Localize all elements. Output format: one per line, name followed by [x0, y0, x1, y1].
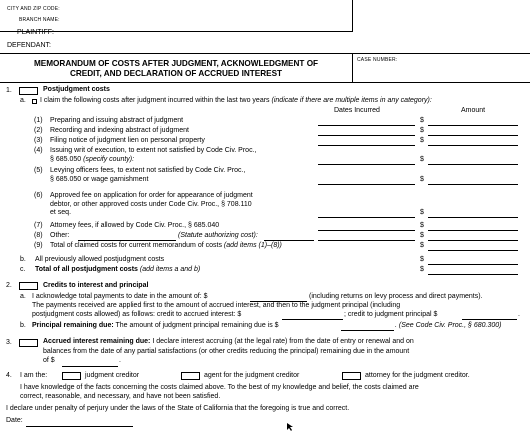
section1a-checkbox[interactable] [32, 99, 37, 104]
attorney-checkbox[interactable] [342, 372, 361, 380]
form-title [0, 59, 352, 79]
cost-item-text: § 685.050 or wage garnishment [50, 175, 149, 183]
form-title-line2: CREDIT, AND DECLARATION OF ACCRUED INTEREST [69, 69, 283, 78]
cost-item-number: (5) [34, 167, 43, 174]
amount-field[interactable] [428, 230, 518, 231]
cost-item-number: (6) [34, 192, 43, 199]
dollar-sign: $ [420, 209, 424, 216]
section4-line3: correct, reasonable, and necessary, and have not been satisfied. [20, 393, 221, 400]
section1c-text: Total of all postjudgment costs (add items a and b) [35, 266, 201, 273]
agent-label: agent for the judgment creditor [204, 372, 300, 379]
date-incurred-field[interactable] [318, 184, 415, 185]
amount-field[interactable] [428, 184, 518, 185]
section3-line2: balances from the date of any partial satisfactions (or other credits reducing the principal) remaining due in the amount [43, 348, 410, 355]
section2a-line2: The payments received are applied first to the amount of accrued interest, and then to the judgment principal (including [32, 302, 401, 309]
section2a-line1: I acknowledge total payments to date in the amount of: $ [32, 293, 208, 300]
dollar-sign: $ [420, 117, 424, 124]
section1-checkbox[interactable] [19, 87, 38, 95]
perjury-declaration: I declare under penalty of perjury under the laws of the State of California that the foregoing is true and correct. [6, 405, 350, 412]
section2-title: Credits to interest and principal [43, 282, 149, 289]
cost-item-number: (9) [34, 242, 43, 249]
date-incurred-field[interactable] [318, 145, 415, 146]
header-divider [0, 53, 530, 54]
cost-item-text: Total of claimed costs for current memorandum of costs (add items (1)–(8)) [50, 242, 282, 249]
section1c-dollar: $ [420, 266, 424, 273]
section3-checkbox[interactable] [19, 339, 38, 347]
cost-item-text: Recording and indexing abstract of judgment [50, 127, 189, 134]
cost-item-text: Preparing and issuing abstract of judgment [50, 117, 184, 124]
date-incurred-field[interactable] [318, 164, 415, 165]
section1c-amount-field[interactable] [428, 274, 518, 275]
section1-number: 1. [6, 87, 12, 94]
judgment-creditor-label: judgment creditor [85, 372, 140, 379]
cost-item-text: debtor, or other approved costs under Code Civ. Proc., § 708.110 [50, 200, 252, 208]
other-cost-field[interactable] [78, 240, 176, 241]
section2b-text: Principal remaining due: The amount of judgment principal remaining due is $ [32, 322, 279, 329]
branch-name-label: BRANCH NAME: [19, 17, 60, 23]
dollar-sign: $ [420, 127, 424, 134]
credit-principal-field[interactable] [462, 319, 517, 320]
cost-item-text: et seq. [50, 209, 72, 216]
section4-number: 4. [6, 372, 12, 379]
attorney-label: attorney for the judgment creditor. [365, 372, 470, 379]
cost-item-number: (3) [34, 137, 43, 144]
amount-field[interactable] [428, 145, 518, 146]
date-incurred-field[interactable] [318, 240, 415, 241]
section1b-amount-field[interactable] [428, 264, 518, 265]
cost-item-number: (1) [34, 117, 43, 124]
section1-title: Postjudgment costs [43, 86, 110, 93]
cost-item-text: Other: [50, 232, 70, 239]
cost-item-text: Attorney fees, if allowed by Code Civ. Proc., § 685.040 [50, 222, 220, 229]
plaintiff-label: PLAINTIFF: [17, 29, 54, 36]
section2b-citation: . (See Code Civ. Proc., § 680.300) [395, 322, 502, 329]
credit-interest-field[interactable] [282, 319, 343, 320]
date-incurred-field[interactable] [318, 217, 415, 218]
date-label: Date: [6, 417, 23, 424]
section2a-line3: postjudgment costs allowed) as follows: credit to accrued interest: $ [32, 311, 242, 318]
dollar-sign: $ [420, 155, 424, 163]
dollar-sign: $ [420, 232, 424, 239]
amount-field[interactable] [428, 217, 518, 218]
dates-incurred-header: Dates Incurred [334, 107, 380, 114]
city-zip-label: CITY AND ZIP CODE: [7, 6, 60, 12]
section3-line3: of $ [43, 357, 55, 364]
section1a-label: a. [20, 97, 26, 104]
date-field[interactable] [26, 426, 133, 427]
section1b-text: All previously allowed postjudgment costs [35, 256, 165, 263]
agent-checkbox[interactable] [181, 372, 200, 380]
section3-line3-end: . [119, 357, 121, 364]
cost-item-number: (7) [34, 222, 43, 229]
case-number-label: CASE NUMBER: [357, 57, 398, 63]
statute-label: (Statute authorizing cost): [178, 232, 258, 239]
section1a-text: I claim the following costs after judgment incurred within the last two years (indicate if there are multiple items in any category): [40, 97, 432, 104]
section2-number: 2. [6, 282, 12, 289]
section1b-dollar: $ [420, 256, 424, 263]
accrued-interest-field[interactable] [62, 366, 118, 367]
section2a-label: a. [20, 293, 26, 300]
title-bottom-rule [0, 82, 530, 83]
amount-field[interactable] [428, 135, 518, 136]
statute-field[interactable] [264, 240, 314, 241]
dollar-sign: $ [420, 222, 424, 229]
cost-item-text: Levying officers fees, to extent not satisfied by Code Civ. Proc., [50, 167, 246, 174]
amount-header: Amount [461, 107, 486, 114]
section3-line1: Accrued interest remaining due: I declare interest accruing (at the legal rate) from the date of entry or renewal and on [43, 338, 414, 345]
principal-remaining-field[interactable] [341, 330, 394, 331]
date-incurred-field[interactable] [318, 125, 415, 126]
section2a-line3-end: . [518, 311, 520, 318]
section2b-label: b. [20, 322, 26, 329]
section1c-label: c. [20, 266, 26, 273]
dollar-sign: $ [420, 175, 424, 183]
dollar-sign: $ [420, 137, 424, 144]
judgment-creditor-checkbox[interactable] [62, 372, 81, 380]
date-incurred-field[interactable] [318, 230, 415, 231]
amount-field[interactable] [428, 164, 518, 165]
section3-number: 3. [6, 339, 12, 346]
amount-field[interactable] [428, 125, 518, 126]
amount-field[interactable] [428, 240, 518, 241]
cost-item-number: (4) [34, 147, 43, 154]
form-title-line1: MEMORANDUM OF COSTS AFTER JUDGMENT, ACKNOWLEDGMENT OF [33, 59, 319, 68]
section1b-label: b. [20, 256, 26, 263]
cost-item-text: Approved fee on application for order for appearance of judgment [50, 192, 253, 199]
dollar-sign: $ [420, 242, 424, 249]
case-number-divider [352, 53, 353, 82]
section2-checkbox[interactable] [19, 282, 38, 290]
cost-item-number: (8) [34, 232, 43, 239]
cost-item-text: § 685.050 (specify county): [50, 155, 135, 163]
date-incurred-field[interactable] [318, 135, 415, 136]
cost-item-text: Filing notice of judgment lien on personal property [50, 137, 205, 144]
amount-field[interactable] [428, 250, 518, 251]
header-vertical-rule [352, 0, 353, 31]
cost-item-number: (2) [34, 127, 43, 134]
section4-line2: I have knowledge of the facts concerning the costs claimed above. To the best of my knowledge and belief, the costs claimed are [20, 384, 419, 391]
section2a-line1-end: (including returns on levy process and direct payments). [309, 293, 483, 300]
section4-lead: I am the: [20, 372, 48, 379]
section2a-line3-mid: ; credit to judgment principal $ [344, 311, 438, 318]
defendant-label: DEFENDANT: [7, 42, 51, 49]
cost-item-text: Issuing writ of execution, to extent not satisfied by Code Civ. Proc., [50, 147, 257, 154]
